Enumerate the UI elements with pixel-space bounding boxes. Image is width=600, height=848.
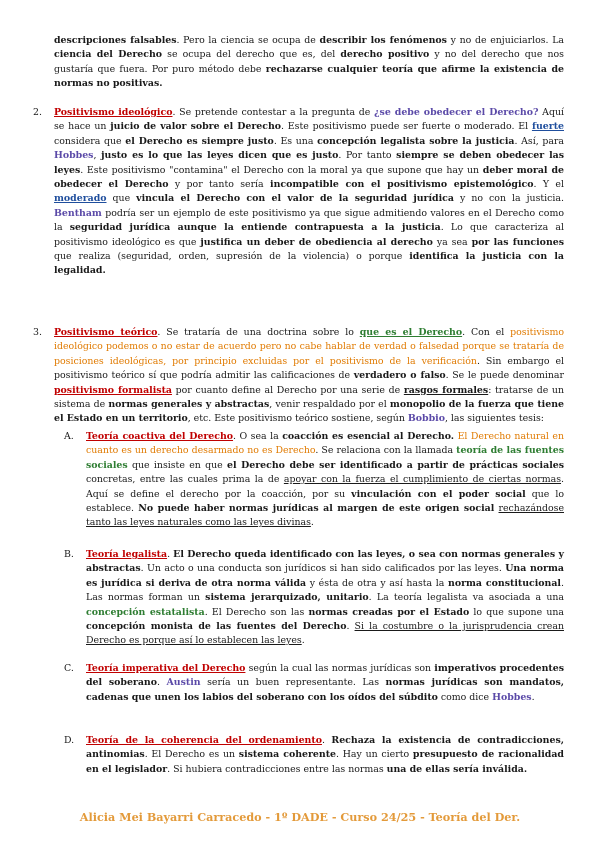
text-span: Rechaza la existencia de contradicciones, antinomias: [86, 735, 564, 761]
text-span: por las funciones: [471, 236, 564, 248]
text-span: . Se pretende contestar a la pregunta de: [172, 107, 375, 118]
text-span: se ocupa del derecho que es, del: [162, 49, 341, 61]
text-span: monopolio de la fuerza que tiene el Estado en un territorio: [54, 399, 564, 425]
list-marker: A.: [64, 431, 74, 442]
text-span: .: [167, 549, 174, 560]
text-span: y no con la justicia.: [453, 193, 564, 205]
text-span: concepción legalista sobre la justicia: [317, 135, 515, 147]
text-span: siempre se deben obedecer las leyes: [54, 150, 565, 176]
text-span: , venir respaldado por el: [269, 399, 390, 411]
text-span: . Sin embargo el positivismo teórico sí que podría admitir las calificaciones de: [54, 355, 564, 382]
text-span: considera que: [54, 135, 126, 147]
text-span: presupuesto de racionalidad en el legislador: [86, 749, 564, 775]
text-span: normas generales y abstractas: [108, 399, 270, 411]
text-span: y no de enjuiciarlos. La: [446, 35, 565, 46]
text-span: que es el Derecho: [359, 327, 463, 338]
text-span: rechazarse cualquier teoría que afirme la existencia de normas no positivas.: [54, 63, 564, 90]
text-span: Aquí se hace un: [54, 107, 564, 133]
text-span: juicio de valor sobre el Derecho: [110, 121, 282, 133]
text-span: según la cual las normas jurídicas son: [245, 663, 435, 674]
text-span: . Se relaciona con la llamada: [315, 445, 457, 457]
text-span: positivismo formalista: [54, 384, 172, 396]
list-marker: 2.: [33, 107, 42, 118]
text-span: . Así, para: [514, 135, 564, 147]
text-span: . Si hubiera contradicciones entre las normas: [167, 763, 387, 775]
text-span: y por tanto sería: [168, 179, 271, 191]
text-span: : tratarse de un sistema de: [54, 384, 565, 411]
list-marker: 3.: [33, 327, 42, 338]
text-span: que lo establece.: [86, 488, 564, 515]
text-span: describir los fenómenos: [319, 35, 447, 46]
text-span: por cuanto define al Derecho por una serie de: [171, 384, 404, 396]
text-span: normas jurídicas son mandatos, cadenas que unen los labios del soberano con los oídos del súbdito: [86, 677, 564, 703]
text-span: . Se le puede denominar: [445, 370, 564, 382]
text-span: el Derecho debe ser identificado a partir de prácticas sociales: [227, 459, 565, 471]
thesis-b: [64, 548, 564, 649]
text-span: coacción es esencial al Derecho.: [282, 431, 455, 442]
text-span: fuerte: [531, 121, 564, 133]
text-span: positivismo ideológico podemos o no estar de acuerdo pero no cabe hablar de verdad o falsedad porque se trataría de posiciones ideológicas, por principio excluidas por el positivismo de la verificación: [54, 327, 564, 367]
text-span: incompatible con el positivismo epistemológico: [270, 179, 534, 191]
thesis-title: Teoría legalista: [86, 549, 168, 560]
text-span: El Derecho natural en cuanto es un derecho desarmado no es Derecho: [86, 431, 564, 457]
text-span: que realiza (seguridad, orden, supresión de la violencia) o porque: [54, 251, 410, 263]
text-span: el Derecho es siempre justo: [125, 135, 274, 147]
intro-paragraph: [54, 34, 564, 92]
text-span: descripciones falsables: [54, 35, 177, 46]
text-span: . Aquí se define el derecho por la coacción, por su: [86, 474, 564, 500]
text-span: rasgos formales: [403, 384, 489, 396]
text-span: . Es una: [273, 135, 318, 147]
text-span: . Y el: [533, 179, 564, 191]
text-span: .: [157, 677, 167, 689]
text-span: concepción estatalista: [86, 606, 205, 618]
text-span: . La teoría legalista va asociada a una: [368, 592, 564, 604]
section-positivismo-teorico: [33, 326, 565, 427]
list-marker: D.: [64, 735, 75, 746]
text-span: . Un acto o una conducta son jurídicos si han sido calificados por las leyes.: [140, 563, 506, 575]
text-span: una de ellas sería inválida.: [386, 763, 528, 775]
text-span: concretas, entre las cuales prima la de: [86, 474, 284, 486]
text-span: norma constitucional: [448, 577, 561, 589]
thesis-c: [64, 662, 564, 705]
list-marker: B.: [64, 549, 74, 560]
text-span: . O sea la: [233, 431, 283, 442]
section-title: Positivismo ideológico: [54, 107, 173, 118]
text-span: .: [321, 735, 332, 746]
text-span: como dice: [437, 691, 493, 703]
text-span: derecho positivo: [340, 49, 430, 61]
text-span: sería un buen representante. Las: [200, 677, 386, 689]
text-span: y ésta de otra y así hasta la: [306, 577, 448, 589]
text-span: vinculación con el poder social: [351, 488, 526, 500]
thesis-a: [64, 430, 565, 531]
text-span: ya sea: [432, 236, 472, 248]
text-span: Bentham: [54, 207, 102, 219]
text-span: teoría de las fuentes sociales: [86, 445, 564, 471]
text-span: , las siguientes tesis:: [444, 413, 544, 425]
text-span: seguridad jurídica aunque la entiende contrapuesta a la justicia: [69, 222, 441, 234]
text-span: . Este positivismo puede ser fuerte o moderado. El: [281, 121, 532, 133]
text-span: Bobbio: [407, 413, 445, 425]
text-span: apoyar con la fuerza el cumplimiento de ciertas normas: [283, 474, 562, 486]
text-span: que: [106, 193, 137, 205]
section-positivismo-ideologico: [33, 106, 565, 279]
text-span: rechazándose tanto las leyes naturales como las leyes divinas: [86, 503, 564, 529]
text-span: identifica la justicia con la legalidad.: [54, 251, 565, 277]
text-span: Hobbes: [54, 150, 94, 162]
text-span: . Pero la ciencia se ocupa de: [176, 35, 320, 46]
text-span: .: [531, 691, 535, 703]
text-span: deber moral de obedecer el Derecho: [54, 164, 564, 191]
text-span: podría ser un ejemplo de este positivismo ya que sigue admitiendo valores en el Derecho como la: [54, 207, 564, 234]
text-span: ciencia del Derecho: [54, 49, 163, 61]
text-span: El Derecho queda identificado con las leyes, o sea con normas generales y abstractas: [86, 549, 564, 575]
text-span: . Este positivismo "contamina" el Derecho con la moral ya que supone que hay un: [80, 164, 483, 176]
text-span: .: [310, 517, 314, 529]
text-span: Si la costumbre o la jurisprudencia crean Derecho es porque así lo establecen las leyes: [86, 621, 564, 647]
text-span: justo es lo que las leyes dicen que es justo: [101, 150, 339, 162]
text-span: No puede haber normas jurídicas al margen de este origen social: [138, 503, 495, 515]
text-span: Austin: [166, 677, 201, 689]
text-span: normas creadas por el Estado: [308, 606, 470, 618]
text-span: .: [301, 635, 305, 647]
thesis-title: Teoría imperativa del Derecho: [86, 663, 246, 674]
text-span: y no del derecho que nos gustaría que fuera. Por puro método debe: [54, 49, 564, 75]
thesis-title: Teoría de la coherencia del ordenamiento: [86, 735, 322, 746]
text-span: sistema jerarquizado, unitario: [205, 592, 369, 604]
text-span: lo que supone una: [469, 606, 564, 618]
text-span: . El Derecho es un: [144, 749, 239, 761]
text-span: Hobbes: [492, 691, 532, 703]
page-footer: Alicia Mei Bayarri Carracedo - 1º DADE - Curso 24/25 - Teoría del Der.: [79, 810, 521, 824]
text-span: .: [346, 621, 355, 633]
text-span: . Se trataría de una doctrina sobre lo: [157, 327, 360, 338]
thesis-d: [64, 734, 564, 777]
section-title: Positivismo teórico: [54, 327, 158, 338]
text-span: concepción monista de las fuentes del Derecho: [86, 621, 347, 633]
text-span: verdadero o falso: [353, 370, 446, 382]
text-span: que insiste en que: [127, 459, 227, 471]
text-span: . Por tanto: [338, 150, 397, 162]
text-span: ,: [93, 150, 102, 162]
text-span: ¿se debe obedecer el Derecho?: [374, 107, 539, 118]
text-span: . Hay un cierto: [336, 749, 413, 761]
text-span: . El Derecho son las: [204, 606, 309, 618]
text-span: . Lo que caracteriza al positivismo ideológico es que: [54, 222, 564, 248]
text-span: Una norma es jurídica si deriva de otra norma válida: [86, 563, 564, 589]
text-span: . Con el: [462, 327, 511, 338]
text-span: justifica un deber de obediencia al derecho: [200, 236, 433, 248]
text-span: moderado: [54, 193, 107, 205]
text-span: . Las normas forman un: [86, 577, 564, 604]
thesis-title: Teoría coactiva del Derecho: [86, 431, 234, 442]
text-span: sistema coherente: [238, 749, 337, 761]
text-span: vincula el Derecho con el valor de la seguridad jurídica: [136, 193, 454, 205]
text-span: , etc. Este positivismo teórico sostiene, según: [187, 413, 408, 425]
text-span: imperativos procedentes del soberano: [86, 663, 564, 689]
list-marker: C.: [64, 663, 74, 674]
